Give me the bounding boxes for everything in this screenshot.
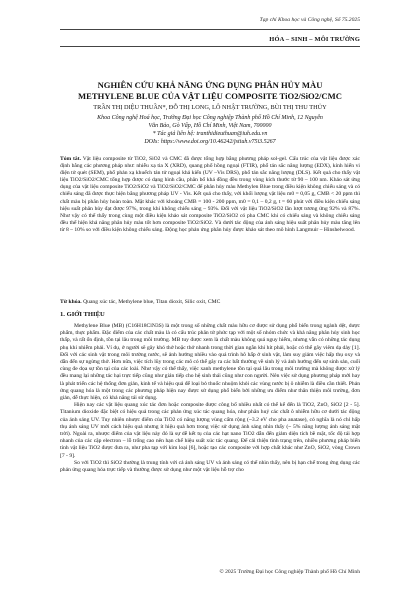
affiliation-line-1: Khoa Công nghệ Hoá học, Trường Đại học Công nghiệp Thành phố Hồ Chí Minh, 12 Nguyễn bbox=[97, 115, 323, 121]
doi-link[interactable]: DOIs: https://www.doi.org/10.46242/jstiuh.v75i3.5267 bbox=[144, 139, 276, 145]
copyright-footer: © 2025 Trường Đại học Công nghiệp Thành phố Hồ Chí Minh bbox=[219, 569, 360, 575]
affiliation-line-2: Văn Bảo, Gò Vấp, Hồ Chí Minh, Việt Nam, 700000 bbox=[148, 123, 272, 129]
section-heading-introduction: 1. GIỚI THIỆU bbox=[60, 311, 105, 318]
abstract-text: Vật liệu composite từ TiO2, SiO2 và CMC đã được tổng hợp bằng phương pháp sol-gel. Cấu trúc của vật liệu được xác định bằng các phương pháp như: nhiễu xạ tia X (XRD), quang phổ hồng ngoại (FTIR), phổ tán sắc năng lượng (EDX), kính hiển vi điện tử quét (SEM), phổ phản xạ khuếch tán tử ngoại khả kiến (UV –Vis DRS), phổ tán sắc năng lượng (DLS). Kết quả cho thấy vật liệu TiO2/SiO2/CMC tổng hợp được có dạng hình cầu, phân bố khá đồng đều trong vùng kích thước từ 90 – 100 nm. Khảo sát ứng dụng của vật liệu composite TiO2/SiO2 và TiO2/SiO2/CMC để phân hủy màu Methylen Blue trong điều kiện không chiếu sáng và có chiếu sáng đã được thực hiện bằng phương pháp UV - Vis. Kết quả cho thấy, với khối lượng vật liệu m0 = 0,05 g, CMB < 20 ppm thì chất màu bị phân hủy hoàn toàn. Mặt khác với khoảng CMB = 100 - 200 ppm, m0 = 0,1 – 0,2 g, t = 60 phút với điều kiện chiếu sáng hiệu suất phân hủy đạt được 97%, trong khi không chiếu sáng – 93%. Đối với vật liệu TiO2/SiO2 lần lượt tương ứng 92% và 87%. Như vậy có thể thấy trong cùng một điều kiện khảo sát composite TiO2/SiO2 có pha CMC khi có chiếu sáng và không chiếu sáng đều thể hiện khả năng phân hủy màu tốt hơn composite TiO2/SiO2. Và dưới tác động của ánh sáng hiệu suất phân hủy màu tăng lên từ 8 – 10% so với điều kiện không chiếu sáng. Động học phản ứng phân hủy được khảo sát theo mô hình Langmuir – Hinshelwood. bbox=[60, 156, 360, 233]
abstract bbox=[60, 156, 360, 234]
abstract-label: Tóm tắt. bbox=[60, 156, 81, 162]
journal-header: Tạp chí Khoa học và Công nghệ, Số 75.2025 bbox=[259, 17, 360, 23]
header-rule-top bbox=[60, 29, 360, 30]
introduction-body bbox=[60, 323, 360, 474]
title-line-2: METHYLENE BLUE CỦA VẬT LIỆU COMPOSITE TiO2/SiO2/CMC bbox=[78, 91, 342, 101]
article-title bbox=[70, 80, 350, 102]
paragraph: Hiện nay các vật liệu quang xúc tác đơn hoặc composite được công bố nhiều nhất có thể kể đến là TiO2, ZnO, SiO2 [2 - 5]. Titanium dioxide đặc biệt có hiệu quả trong các phản ứng xúc tác quang hóa, như phân huỷ các chất ô nhiễm hữu cơ dưới tác động của ánh sáng UV. Tuy nhiên nhược điểm của TiO2 có năng lượng vùng cấm rộng (~3.2 eV cho pha anatase), có nghĩa là nó chỉ hấp thụ ánh sáng UV mới cách hiệu quả nhưng ít hiệu quả hơn trong việc sử dụng ánh sáng nhìn thấy (~ 5% năng lượng ánh sáng mặt trời). Ngoài ra, nhược điểm của vật liệu này đó là sự dễ kết tụ của các hạt nano TiO2 dẫn đến giảm diện tích bề mặt, tốc độ tái hợp nhanh của các cặp electron – lỗ trống cao nên hạn chế hiệu suất xúc tác quang. Để cải thiện tình trạng trên, nhiều phương pháp biến tính vật liệu TiO2 được đưa ra, như pha tạp với kim loại [6], hoặc tạo các composite với hợp chất khác như ZnO, SiO2, vòng Crown [7 - 9]. bbox=[60, 402, 360, 459]
title-line-1: NGHIÊN CỨU KHẢ NĂNG ỨNG DỤNG PHÂN HỦY MÀU bbox=[97, 80, 323, 90]
corresponding-author: * Tác giả liên hệ: tranthidieuthuan@iuh.edu.vn bbox=[152, 131, 268, 137]
section-tag: HÓA – SINH – MÔI TRƯỜNG bbox=[269, 36, 360, 43]
keywords-text: Quang xúc tác, Methylene blue, Titan dioxit, Silic oxit, CMC bbox=[83, 299, 221, 305]
keywords-label: Từ khóa. bbox=[60, 299, 82, 305]
paragraph: So với TiO2 thì SiO2 thường là trung tính với cả ánh sáng UV và ánh sáng có thể nhìn thấy, nên bị hạn chế trong ứng dụng các phản ứng quang hóa trực tiếp và thường được sử dụng như một vật liệu hỗ trợ cho bbox=[60, 459, 360, 474]
affiliation bbox=[60, 114, 360, 146]
paragraph: Methylene Blue (MB) (C16H18ClN3S) là một trong số những chất màu hữu cơ được sử dụng phổ biến trong ngành dệt, dược phẩm, thực phẩm. Đặc điểm của các chất màu là có cấu trúc phân tử phức tạp với một số nhóm chức và khả năng phân hủy sinh học thấp, và rất ổn định, tồn tại lâu trong môi trường. MB tuy được xem là chất màu không quá nguy hiểm, nhưng vẫn có những tác dụng phụ khi nhiễm phải. Ví dụ, ở người sẽ gây khó thở hoặc thở nhanh trong thời gian ngắn khi hít phải, hoặc có thể gây viêm dạ dày [1]. Đối với các sinh vật trong môi trường nước, sẽ ảnh hưởng nhiều vào quá trình hô hấp ở sinh vật, làm suy giảm việc hấp thụ oxy và dẫn đến sự ngừng thở. Hơn nữa, việc tích lũy trong các mô có thể gây ra các bất thường về sinh lý và ảnh hưởng đến sự sinh sản, cuối cùng đe dọa sự tồn tại của các loài. Như vậy có thể thấy, việc xanh methylene tồn tại quá lâu trong môi trường mà không được xử lý đều mang lại những tác hại trực tiếp cũng như gián tiếp cho hệ sinh thái cũng như con người. Nên việc sử dụng phương pháp mới hay là phát triển các hệ thống đơn giản, kinh tế và hiệu quả để loại bỏ thuốc nhuộm khỏi các vùng nước bị ô nhiễm là điều cần thiết. Phản ứng quang hóa là một trong các phương pháp hiện nay được sử dụng phổ biến bởi những ưu điểm như thân thiện môi trường, đơn giản, dễ thực hiện, có khả năng tái sử dụng. bbox=[60, 323, 360, 402]
header-rule-bottom bbox=[60, 46, 360, 47]
author-list: TRẦN THỊ DIỆU THUẦN*, ĐỖ THỊ LONG, LÔ NHẬT TRƯỜNG, BÙI THỊ THU THỦY bbox=[93, 104, 327, 111]
keywords bbox=[60, 299, 360, 306]
